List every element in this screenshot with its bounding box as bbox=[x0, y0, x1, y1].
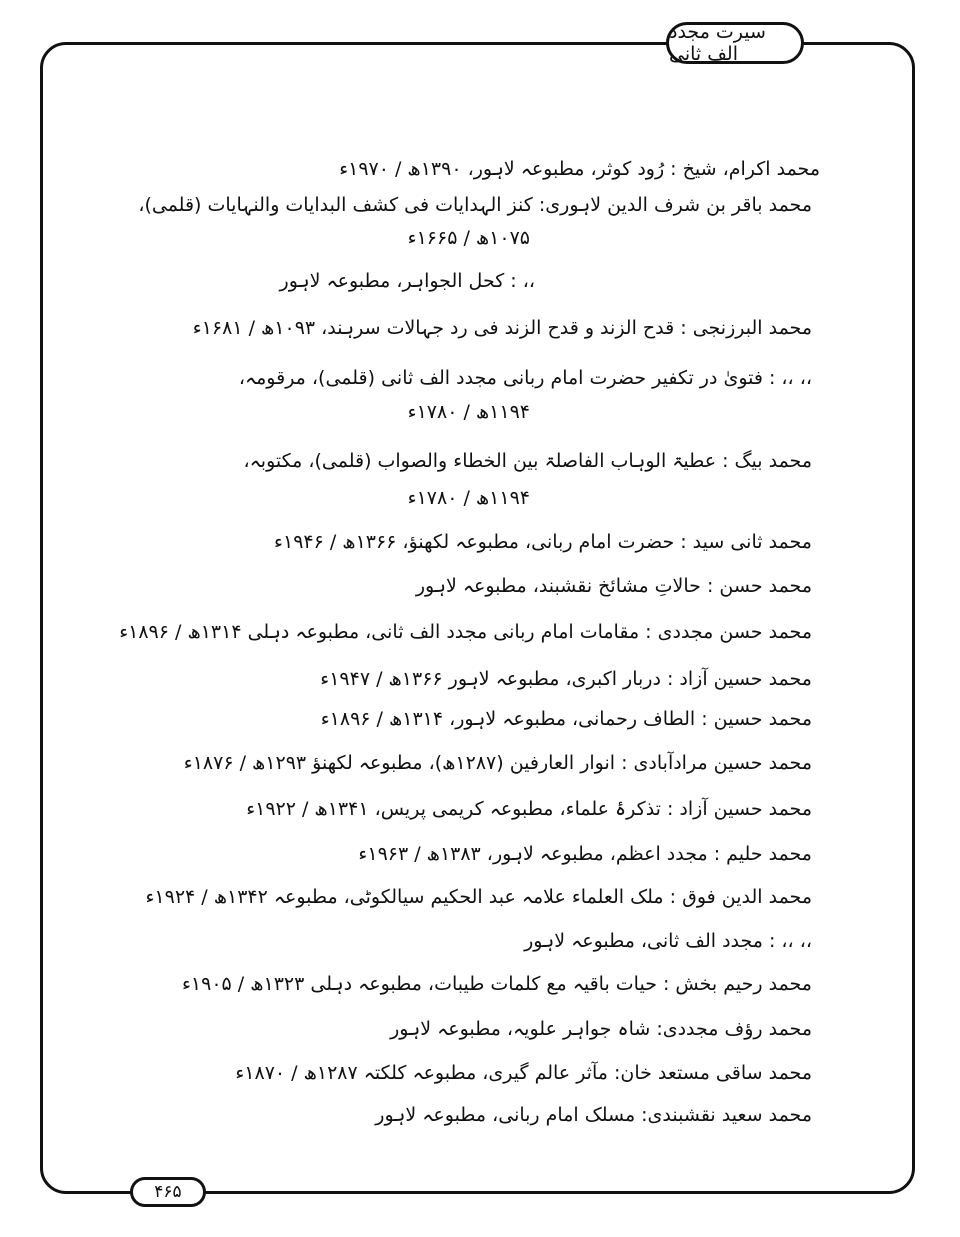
bib-entry: محمد ساقی مستعد خان: مآثر عالم گیری، مطبوعہ کلکتہ ۱۲۸۷ھ / ۱۸۷۰ء bbox=[235, 1062, 812, 1084]
bib-entry: محمد حسین مرادآبادی : انوار العارفین (۱۲۸۷ھ)، مطبوعہ لکھنؤ ۱۲۹۳ھ / ۱۸۷۶ء bbox=[183, 752, 812, 774]
bib-entry-date: ۱۰۷۵ھ / ۱۶۶۵ء bbox=[407, 227, 530, 249]
bib-entry: ،، ،، : مجدد الف ثانی، مطبوعہ لاہور bbox=[524, 930, 812, 952]
bib-entry: محمد اکرام، شیخ : رُود کوثر، مطبوعہ لاہور، ۱۳۹۰ھ / ۱۹۷۰ء bbox=[339, 158, 820, 180]
bib-entry: محمد حسین آزاد : دربار اکبری، مطبوعہ لاہور ۱۳۶۶ھ / ۱۹۴۷ء bbox=[320, 668, 812, 690]
bib-entry: محمد حسن : حالاتِ مشائخ نقشبند، مطبوعہ لاہور bbox=[415, 575, 812, 597]
bib-entry: محمد بیگ : عطیۃ الوہاب الفاصلۃ بین الخطاء والصواب (قلمی)، مکتوبہ، bbox=[243, 450, 812, 472]
bib-entry: ،، : کحل الجواہر، مطبوعہ لاہور bbox=[279, 270, 535, 292]
bib-entry-date: ۱۱۹۴ھ / ۱۷۸۰ء bbox=[407, 487, 530, 509]
bib-entry: محمد حسین : الطاف رحمانی، مطبوعہ لاہور، ۱۳۱۴ھ / ۱۸۹۶ء bbox=[320, 708, 812, 730]
bib-entry: محمد حلیم : مجدد اعظم، مطبوعہ لاہور، ۱۳۸۳ھ / ۱۹۶۳ء bbox=[358, 843, 812, 865]
bib-entry: محمد رؤف مجددی: شاہ جواہر علویہ، مطبوعہ لاہور bbox=[390, 1018, 812, 1040]
bib-entry: محمد حسین آزاد : تذکرۂ علماء، مطبوعہ کریمی پریس، ۱۳۴۱ھ / ۱۹۲۲ء bbox=[246, 798, 812, 820]
bib-entry: محمد البرزنجی : قدح الزند و قدح الزند فی رد جہالات سرہند، ۱۰۹۳ھ / ۱۶۸۱ء bbox=[192, 317, 812, 339]
page-number: ۴۶۵ bbox=[130, 1177, 206, 1207]
bib-entry-date: ۱۱۹۴ھ / ۱۷۸۰ء bbox=[407, 401, 530, 423]
bib-entry: محمد سعید نقشبندی: مسلک امام ربانی، مطبوعہ لاہور bbox=[375, 1104, 812, 1126]
running-header: سیرت مجدد الف ثانی bbox=[666, 22, 804, 64]
bib-entry: محمد الدین فوق : ملک العلماء علامہ عبد الحکیم سیالکوٹی، مطبوعہ ۱۳۴۲ھ / ۱۹۲۴ء bbox=[145, 886, 812, 908]
bib-entry: محمد حسن مجددی : مقامات امام ربانی مجدد الف ثانی، مطبوعہ دہلی ۱۳۱۴ھ / ۱۸۹۶ء bbox=[119, 621, 812, 643]
bib-entry: محمد ثانی سید : حضرت امام ربانی، مطبوعہ لکھنؤ، ۱۳۶۶ھ / ۱۹۴۶ء bbox=[274, 531, 812, 553]
bib-entry: ،، ،، : فتویٰ در تکفیر حضرت امام ربانی مجدد الف ثانی (قلمی)، مرقومہ، bbox=[238, 367, 812, 389]
bib-entry: محمد باقر بن شرف الدین لاہوری: کنز الہدایات فی کشف البدایات والنہایات (قلمی)، bbox=[138, 194, 812, 216]
bib-entry: محمد رحیم بخش : حیات باقیہ مع کلمات طیبات، مطبوعہ دہلی ۱۳۲۳ھ / ۱۹۰۵ء bbox=[181, 973, 812, 995]
